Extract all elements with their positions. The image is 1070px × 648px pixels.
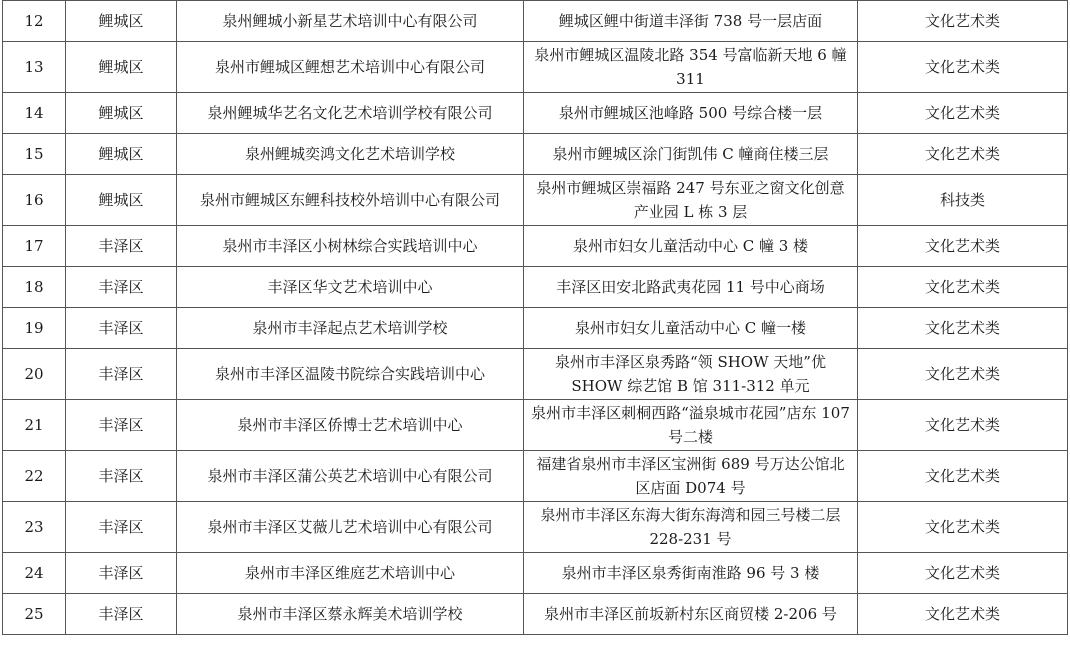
institution-name-cell: 泉州市丰泽区蔡永辉美术培训学校 [177, 594, 524, 635]
institution-name-cell: 丰泽区华文艺术培训中心 [177, 267, 524, 308]
district-cell: 丰泽区 [66, 594, 177, 635]
district-cell: 丰泽区 [66, 226, 177, 267]
row-number: 25 [3, 594, 66, 635]
institution-name-cell: 泉州市丰泽区艾薇儿艺术培训中心有限公司 [177, 502, 524, 553]
institution-name-cell: 泉州市丰泽区小树林综合实践培训中心 [177, 226, 524, 267]
address-cell: 泉州市丰泽区东海大街东海湾和园三号楼二层 228-231 号 [524, 502, 858, 553]
district-cell: 鲤城区 [66, 1, 177, 42]
row-number: 12 [3, 1, 66, 42]
category-cell: 文化艺术类 [858, 42, 1068, 93]
district-cell: 鲤城区 [66, 42, 177, 93]
district-cell: 丰泽区 [66, 502, 177, 553]
table-row [3, 308, 1068, 349]
table-row [3, 42, 1068, 93]
institution-name-cell: 泉州鲤城奕鸿文化艺术培训学校 [177, 134, 524, 175]
category-cell: 文化艺术类 [858, 349, 1068, 400]
category-cell: 文化艺术类 [858, 308, 1068, 349]
table-row [3, 134, 1068, 175]
district-cell: 丰泽区 [66, 451, 177, 502]
row-number: 17 [3, 226, 66, 267]
district-cell: 丰泽区 [66, 553, 177, 594]
table-row [3, 349, 1068, 400]
training-institutions-table [2, 0, 1068, 635]
table-row [3, 502, 1068, 553]
address-cell: 泉州市鲤城区池峰路 500 号综合楼一层 [524, 93, 858, 134]
district-cell: 丰泽区 [66, 349, 177, 400]
institution-name-cell: 泉州市丰泽区温陵书院综合实践培训中心 [177, 349, 524, 400]
address-cell: 丰泽区田安北路武夷花园 11 号中心商场 [524, 267, 858, 308]
category-cell: 文化艺术类 [858, 451, 1068, 502]
institution-name-cell: 泉州鲤城小新星艺术培训中心有限公司 [177, 1, 524, 42]
row-number: 19 [3, 308, 66, 349]
district-cell: 丰泽区 [66, 308, 177, 349]
table-row [3, 1, 1068, 42]
institution-name-cell: 泉州市丰泽起点艺术培训学校 [177, 308, 524, 349]
table-row [3, 594, 1068, 635]
row-number: 24 [3, 553, 66, 594]
table-row [3, 451, 1068, 502]
row-number: 22 [3, 451, 66, 502]
category-cell: 文化艺术类 [858, 134, 1068, 175]
institution-name-cell: 泉州市丰泽区维庭艺术培训中心 [177, 553, 524, 594]
institution-name-cell: 泉州市丰泽区蒲公英艺术培训中心有限公司 [177, 451, 524, 502]
table-row [3, 93, 1068, 134]
district-cell: 丰泽区 [66, 400, 177, 451]
district-cell: 鲤城区 [66, 175, 177, 226]
category-cell: 文化艺术类 [858, 93, 1068, 134]
category-cell: 科技类 [858, 175, 1068, 226]
address-cell: 泉州市丰泽区刺桐西路“溢泉城市花园”店东 107 号二楼 [524, 400, 858, 451]
address-cell: 泉州市鲤城区涂门街凯伟 C 幢商住楼三层 [524, 134, 858, 175]
district-cell: 鲤城区 [66, 134, 177, 175]
institution-name-cell: 泉州市丰泽区侨博士艺术培训中心 [177, 400, 524, 451]
row-number: 15 [3, 134, 66, 175]
address-cell: 泉州市妇女儿童活动中心 C 幢 3 楼 [524, 226, 858, 267]
address-cell: 泉州市丰泽区前坂新村东区商贸楼 2-206 号 [524, 594, 858, 635]
institution-name-cell: 泉州市鲤城区鲤想艺术培训中心有限公司 [177, 42, 524, 93]
institution-name-cell: 泉州鲤城华艺名文化艺术培训学校有限公司 [177, 93, 524, 134]
row-number: 21 [3, 400, 66, 451]
address-cell: 泉州市丰泽区泉秀街南淮路 96 号 3 楼 [524, 553, 858, 594]
table-row [3, 267, 1068, 308]
district-cell: 鲤城区 [66, 93, 177, 134]
district-cell: 丰泽区 [66, 267, 177, 308]
row-number: 16 [3, 175, 66, 226]
category-cell: 文化艺术类 [858, 267, 1068, 308]
address-cell: 泉州市妇女儿童活动中心 C 幢一楼 [524, 308, 858, 349]
row-number: 20 [3, 349, 66, 400]
address-cell: 泉州市鲤城区温陵北路 354 号富临新天地 6 幢 311 [524, 42, 858, 93]
table-row [3, 400, 1068, 451]
category-cell: 文化艺术类 [858, 1, 1068, 42]
row-number: 18 [3, 267, 66, 308]
category-cell: 文化艺术类 [858, 226, 1068, 267]
address-cell: 鲤城区鲤中街道丰泽街 738 号一层店面 [524, 1, 858, 42]
table-row [3, 226, 1068, 267]
address-cell: 泉州市鲤城区崇福路 247 号东亚之窗文化创意产业园 L 栋 3 层 [524, 175, 858, 226]
table-row [3, 175, 1068, 226]
category-cell: 文化艺术类 [858, 553, 1068, 594]
address-cell: 福建省泉州市丰泽区宝洲街 689 号万达公馆北区店面 D074 号 [524, 451, 858, 502]
category-cell: 文化艺术类 [858, 400, 1068, 451]
institution-name-cell: 泉州市鲤城区东鲤科技校外培训中心有限公司 [177, 175, 524, 226]
row-number: 14 [3, 93, 66, 134]
category-cell: 文化艺术类 [858, 594, 1068, 635]
address-cell: 泉州市丰泽区泉秀路“领 SHOW 天地”优 SHOW 综艺馆 B 馆 311-312 单元 [524, 349, 858, 400]
category-cell: 文化艺术类 [858, 502, 1068, 553]
table-row [3, 553, 1068, 594]
row-number: 13 [3, 42, 66, 93]
row-number: 23 [3, 502, 66, 553]
